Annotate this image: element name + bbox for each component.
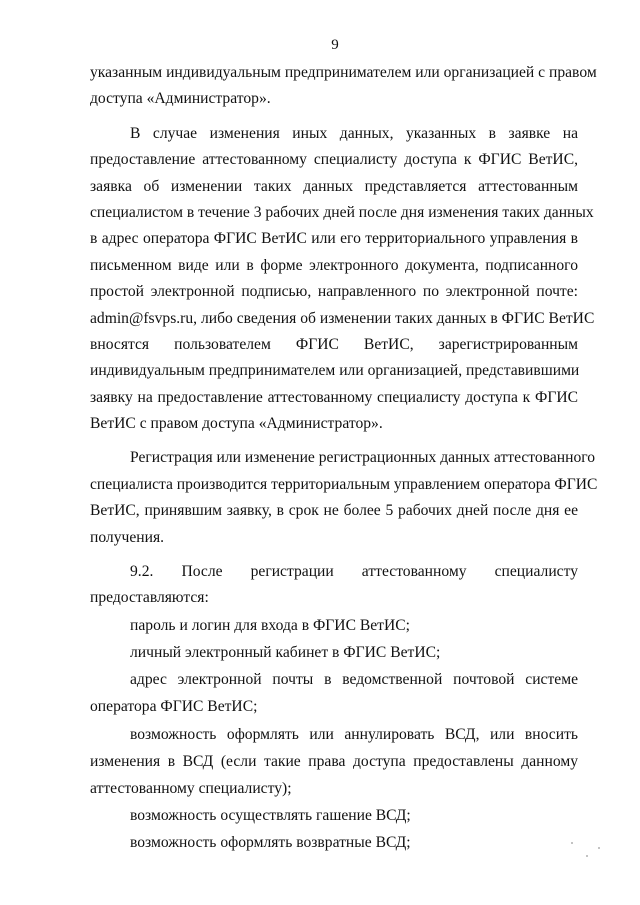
list-item [90, 639, 578, 666]
text-line: указанным индивидуальным предпринимателем или организацией с правом [90, 64, 597, 81]
text-line: изменения в ВСД (если такие права доступа предоставлены данному [90, 752, 578, 770]
provided-items-list [90, 612, 578, 857]
text-line: возможность оформлять или аннулировать ВСД, или вносить [130, 725, 578, 743]
text-line: Регистрация или изменение регистрационных данных аттестованного [130, 449, 596, 467]
text-line: в адрес оператора ФГИС ВетИС или его территориального управления в [90, 230, 578, 248]
text-line: заявка об изменении таких данных представляется аттестованным [90, 177, 578, 195]
text-line: специалистом в течение 3 рабочих дней после дня изменения таких данных [90, 203, 594, 221]
text-line: возможность осуществлять гашение ВСД; [130, 807, 411, 825]
list-item [90, 802, 578, 829]
text-line: предоставляются: [90, 589, 209, 607]
paragraph-data-change [90, 121, 595, 438]
text-line: личный электронный кабинет в ФГИС ВетИС; [130, 644, 441, 661]
list-item [90, 721, 578, 803]
text-line: получения. [90, 528, 165, 546]
text-line: ВетИС, принявшим заявку, в срок не более 5 рабочих дней после дня ее [90, 502, 578, 520]
text-line: возможность оформлять возвратные ВСД; [130, 834, 411, 852]
text-line: 9.2. После регистрации аттестованному специалисту [130, 563, 578, 581]
list-item [90, 612, 578, 639]
scan-speck [598, 847, 600, 849]
text-line: заявку на предоставление аттестованному специалисту доступа к ФГИС [90, 388, 578, 406]
list-item [90, 666, 578, 720]
paragraph-registration [90, 445, 598, 551]
text-line: специалиста производится территориальным управлением оператора ФГИС [90, 475, 598, 493]
list-item [90, 829, 578, 856]
text-line: оператора ФГИС ВетИС; [90, 698, 258, 716]
text-line: admin@fsvps.ru, либо сведения об изменении таких данных в ФГИС ВетИС [90, 309, 595, 327]
text-line: письменном виде или в форме электронного документа, подписанного [90, 256, 578, 274]
page-number: 9 [331, 37, 339, 53]
paragraph-9-2 [90, 559, 578, 612]
text-line: В случае изменения иных данных, указанных в заявке на [130, 124, 578, 142]
text-line: доступа «Администратор». [90, 90, 271, 108]
text-line: предоставление аттестованному специалисту доступа к ФГИС ВетИС, [90, 151, 578, 169]
text-line: ВетИС с правом доступа «Администратор». [90, 415, 383, 433]
text-line: адрес электронной почты в ведомственной почтовой системе [130, 671, 578, 689]
scan-speck [571, 842, 573, 844]
text-line: пароль и логин для входа в ФГИС ВетИС; [130, 616, 410, 634]
text-line: простой электронной подписью, направленного по электронной почте: [90, 283, 578, 301]
text-line: вносятся пользователем ФГИС ВетИС, зарегистрированным [90, 335, 578, 353]
scan-speck [586, 855, 588, 857]
paragraph-continuation [90, 60, 597, 113]
text-line: индивидуальным предпринимателем или организацией, представившими [90, 362, 580, 380]
document-body [90, 60, 598, 857]
text-line: аттестованному специалисту); [90, 779, 292, 797]
